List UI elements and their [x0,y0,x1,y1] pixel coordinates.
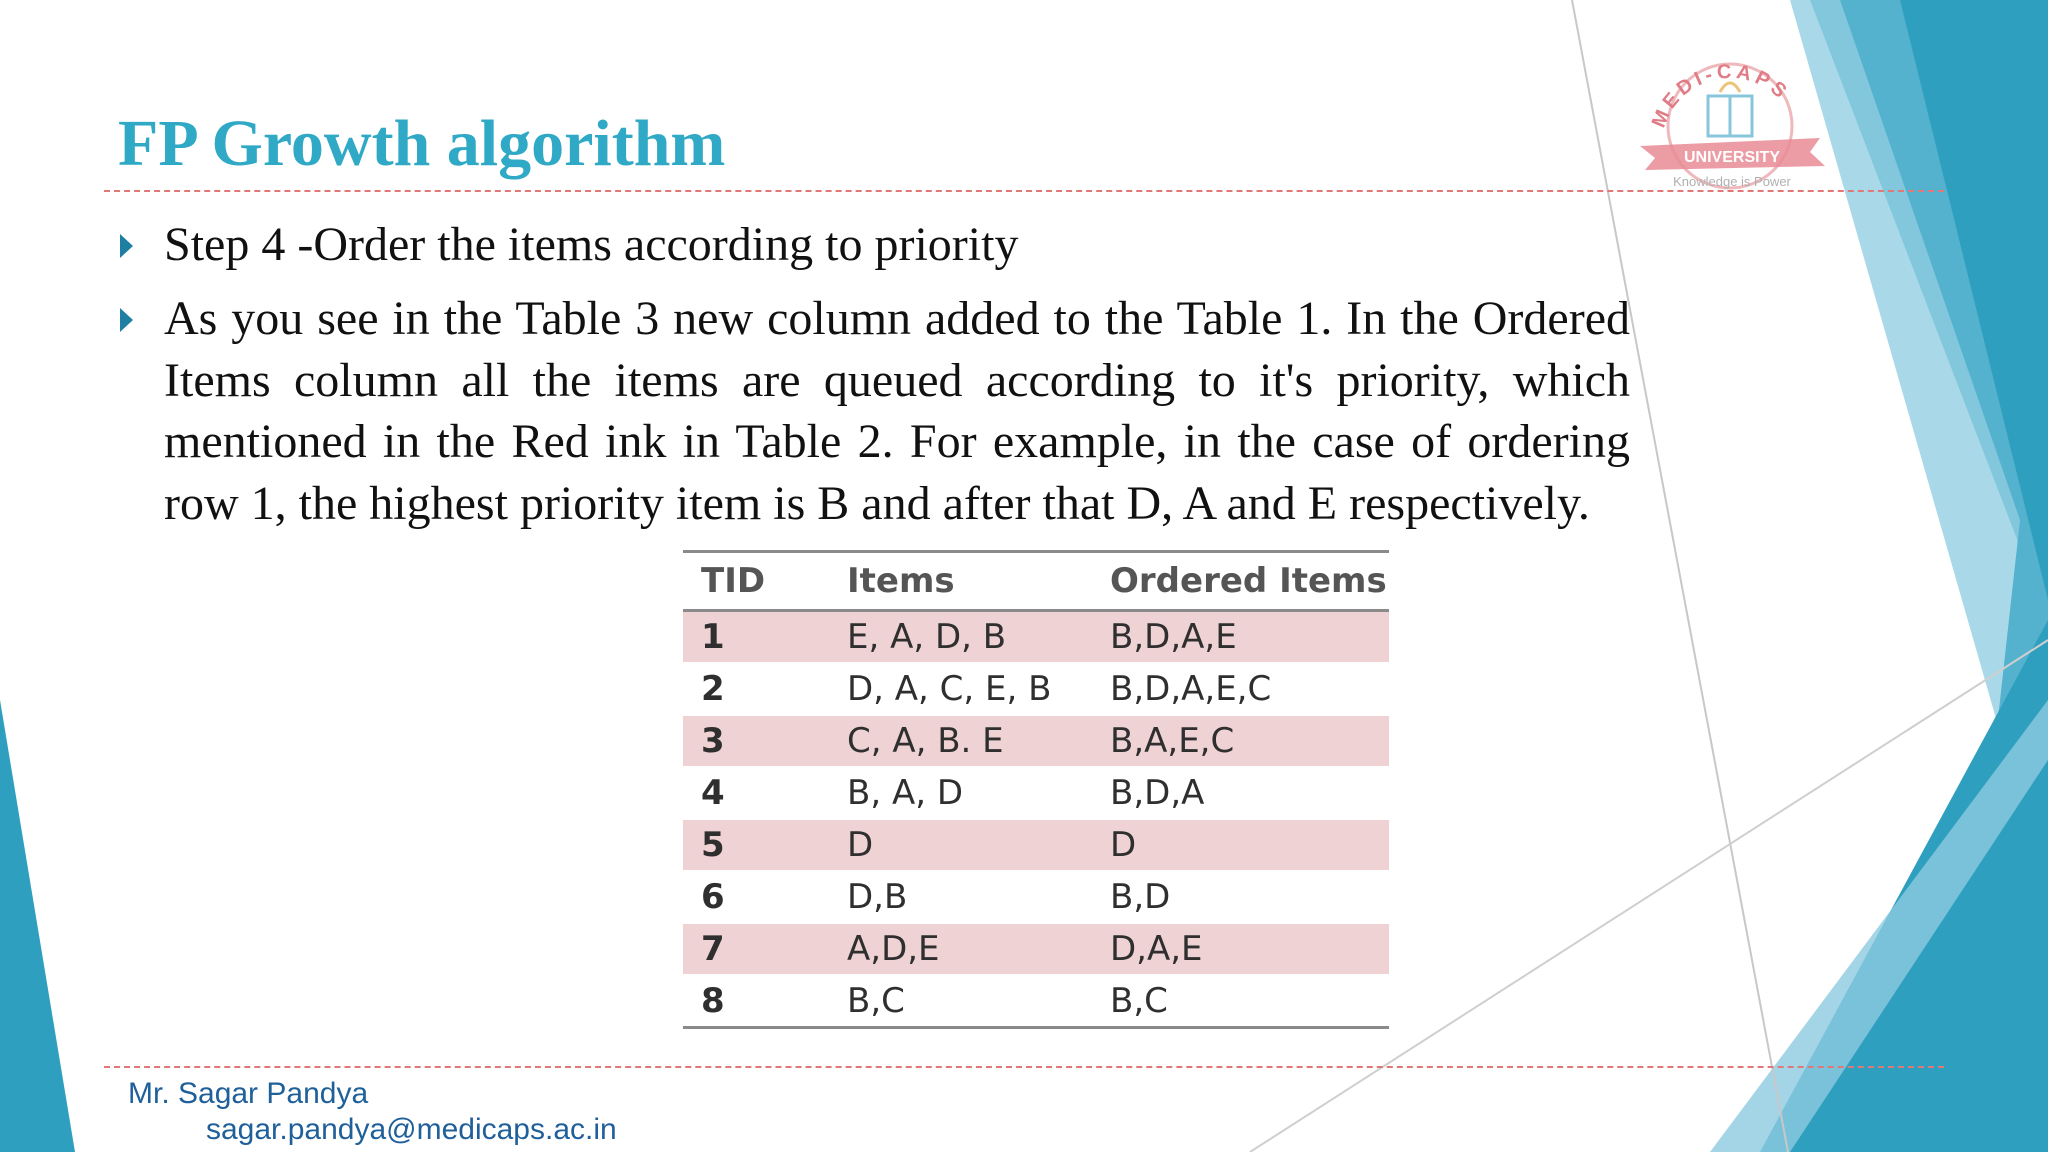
university-logo [1620,34,1840,194]
table-row [683,819,1389,871]
cell-items: A,D,E [829,923,1092,975]
table-header-row [683,553,1389,611]
cell-ordered-items: B,D,A,E,C [1110,669,1272,709]
table-row [683,871,1389,923]
cell-ordered-items: B,D [1110,877,1171,917]
bullet-item [110,288,1630,534]
cell-ordered-items: B,D,A [1110,773,1205,813]
cell-tid: 6 [701,877,725,917]
footer-divider [104,1066,1944,1068]
cell-items: E, A, D, B [829,611,1092,664]
header-items: Items [829,553,1092,611]
book-icon [1708,83,1752,136]
table-row [683,975,1389,1026]
bullet-text: Step 4 -Order the items according to priority [164,218,1019,271]
footer-email: sagar.pandya@medicaps.ac.in [206,1113,617,1146]
cell-ordered-items: D,A,E [1092,923,1389,975]
table-row [683,611,1389,664]
triangle-bullet-icon [120,308,133,332]
table-row [683,663,1389,715]
cell-tid: 2 [701,669,725,709]
left-teal-shape [0,700,75,1152]
cell-items: C, A, B. E [829,715,1092,767]
logo-arc-text: MEDI-CAPS [1647,60,1794,131]
header-tid: TID [683,553,829,611]
footer [128,1076,617,1148]
cell-items: B, A, D [847,773,963,813]
ordered-items-table [683,550,1389,1029]
cell-ordered-items: B,A,E,C [1092,715,1389,767]
logo-tagline: Knowledge is Power [1673,174,1791,189]
table-row [683,923,1389,975]
cell-items: D, A, C, E, B [847,669,1052,709]
cell-ordered-items: D [1092,819,1389,871]
bullet-text: As you see in the Table 3 new column added to the Table 1. In the Ordered Items column all the items are queued according to it's priority, which mentioned in the Red ink in Table 2. For example, in the case of ordering row 1, the highest priority item is B and after that D, A and E respectively. [164,292,1630,530]
slide-title: FP Growth algorithm [118,107,726,180]
logo-ribbon-text: UNIVERSITY [1683,149,1781,166]
cell-ordered-items: B,D,A,E [1092,611,1389,664]
triangle-bullet-icon [120,234,133,258]
cell-tid: 4 [701,773,725,813]
cell-items: D,B [847,877,908,917]
cell-tid: 8 [701,981,725,1021]
cell-tid: 5 [683,819,829,871]
bullet-list [110,214,1630,534]
table-row [683,767,1389,819]
cell-items: D [829,819,1092,871]
footer-author: Mr. Sagar Pandya [128,1077,369,1110]
cell-ordered-items: B,C [1110,981,1168,1021]
cell-items: B,C [847,981,905,1021]
cell-tid: 1 [683,611,829,664]
cell-tid: 7 [683,923,829,975]
cell-tid: 3 [683,715,829,767]
header-ordered-items: Ordered Items [1092,553,1389,611]
bullet-item [110,214,1630,276]
table-row [683,715,1389,767]
